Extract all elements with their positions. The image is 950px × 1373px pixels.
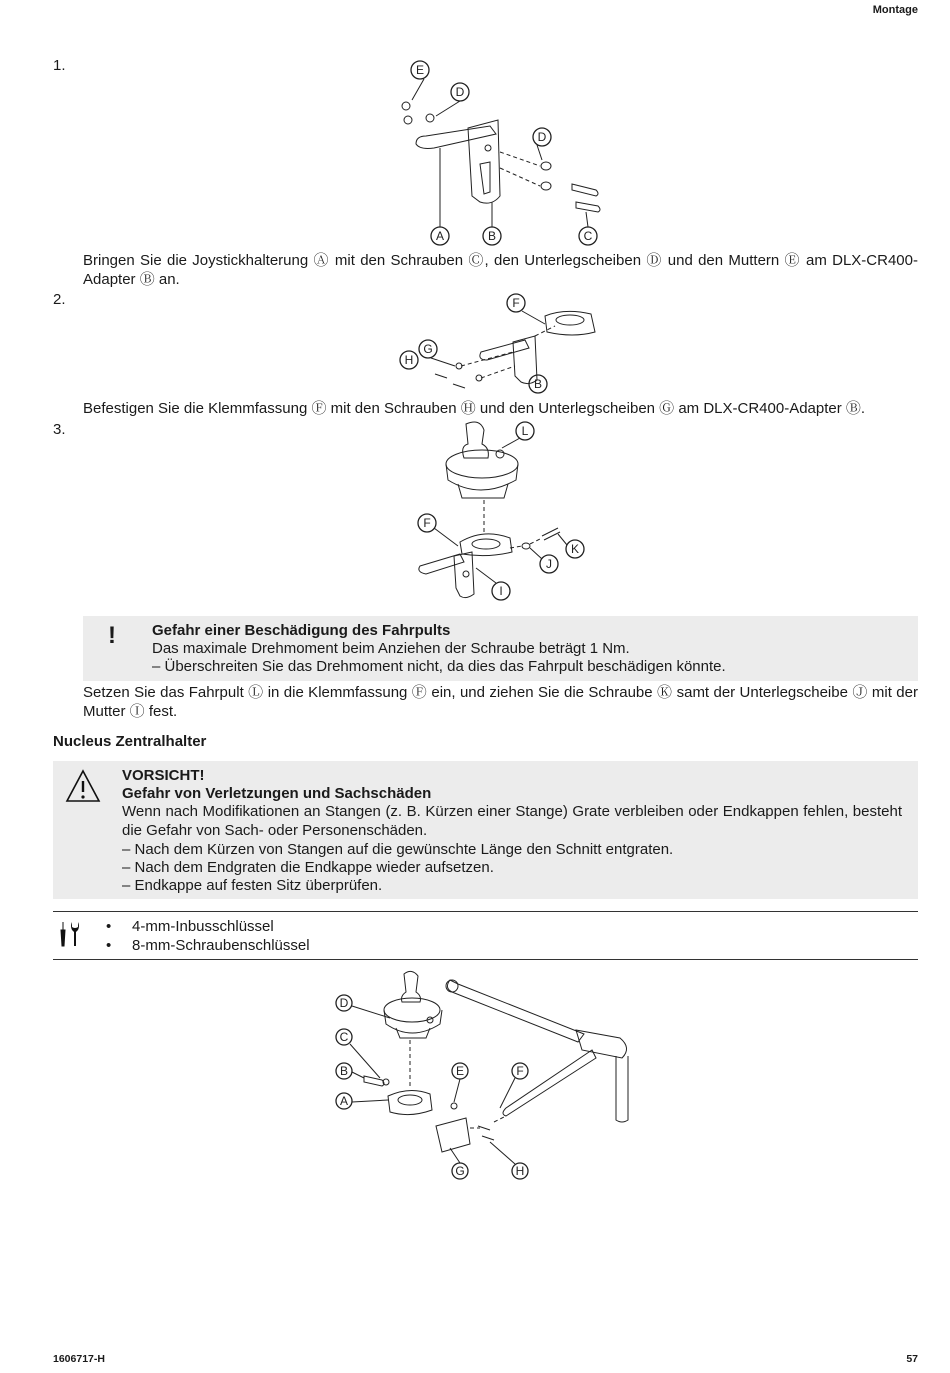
step-1-instruction: Bringen Sie die Joystickhalterung Ⓐ mit den Schrauben Ⓒ, den Unterlegscheiben Ⓓ und den Muttern Ⓔ am DLX-CR400-Adapter Ⓑ an. <box>83 252 918 288</box>
tool-item: • 8-mm-Schraubenschlüssel <box>106 937 310 956</box>
label-g <box>419 340 437 358</box>
label-d <box>533 128 551 146</box>
caution-body: Wenn nach Modifikationen an Stangen (z. B. Kürzen einer Stange) Grate verbleiben oder Endkappen fehlen, besteht die Gefahr von Sach- oder Personenschäden. <box>122 803 902 839</box>
svg-text:E: E <box>415 63 425 77</box>
label-a <box>336 1093 352 1109</box>
svg-text:F: F <box>512 296 520 310</box>
figure-nucleus-central-holder <box>330 968 640 1183</box>
label-h <box>512 1163 528 1179</box>
tools-box <box>53 911 918 960</box>
svg-text:A: A <box>435 229 445 243</box>
step-number: 3. <box>53 421 66 438</box>
label-f <box>418 514 436 532</box>
svg-text:C: C <box>583 229 593 243</box>
label-b <box>529 375 547 393</box>
step-number: 1. <box>53 57 66 74</box>
label-e <box>452 1063 468 1079</box>
caution-signal-word: VORSICHT! <box>122 767 205 784</box>
svg-text:L: L <box>521 424 529 438</box>
label-f <box>512 1063 528 1079</box>
svg-text:A: A <box>339 1094 349 1108</box>
caution-item: – Endkappe auf festen Sitz überprüfen. <box>122 877 383 894</box>
svg-text:C: C <box>339 1030 349 1044</box>
document-number: 1606717-H <box>53 1353 105 1365</box>
figure-joystick-bracket-assembly <box>380 56 620 246</box>
label-c <box>579 227 597 245</box>
label-j <box>540 555 558 573</box>
label-h <box>400 351 418 369</box>
exclamation-icon: ! <box>108 622 116 649</box>
svg-text:G: G <box>423 342 433 356</box>
svg-text:B: B <box>487 229 497 243</box>
label-k <box>566 540 584 558</box>
section-heading: Nucleus Zentralhalter <box>53 733 207 750</box>
caution-title: Gefahr von Verletzungen und Sachschäden <box>122 785 432 802</box>
svg-text:B: B <box>533 377 543 391</box>
svg-text:F: F <box>516 1064 524 1078</box>
label-c <box>336 1029 352 1045</box>
label-b <box>336 1063 352 1079</box>
label-e <box>411 61 429 79</box>
figure-clamp-mount-assembly <box>395 292 615 397</box>
tool-item: • 4-mm-Inbusschlüssel <box>106 918 310 937</box>
tools-icon <box>59 920 81 948</box>
svg-text:E: E <box>455 1064 465 1078</box>
svg-text:I: I <box>499 584 503 598</box>
label-a <box>431 227 449 245</box>
label-d <box>451 83 469 101</box>
label-d <box>336 995 352 1011</box>
svg-text:B: B <box>339 1064 349 1078</box>
notice-text: Das maximale Drehmoment beim Anziehen der Schraube beträgt 1 Nm. <box>152 640 630 657</box>
label-b <box>483 227 501 245</box>
svg-text:H: H <box>515 1164 525 1178</box>
caution-item: – Nach dem Endgraten die Endkappe wieder aufsetzen. <box>122 859 494 876</box>
warning-triangle-icon <box>65 769 101 803</box>
svg-text:G: G <box>455 1164 465 1178</box>
page-number: 57 <box>906 1353 918 1365</box>
svg-text:D: D <box>455 85 465 99</box>
label-l <box>516 422 534 440</box>
figure-joystick-module-mounting <box>410 418 610 604</box>
svg-text:H: H <box>404 353 414 367</box>
notice-text: – Überschreiten Sie das Drehmoment nicht, da dies das Fahrpult beschädigen könnte. <box>152 658 726 675</box>
svg-text:F: F <box>423 516 431 530</box>
label-i <box>492 582 510 600</box>
notice-box <box>83 616 918 681</box>
svg-text:J: J <box>546 557 552 571</box>
label-f <box>507 294 525 312</box>
step-2-instruction: Befestigen Sie die Klemmfassung Ⓕ mit den Schrauben Ⓗ und den Unterlegscheiben Ⓖ am DLX-CR400-Adapter Ⓑ. <box>83 400 866 417</box>
caution-box <box>53 761 918 899</box>
svg-text:K: K <box>570 542 580 556</box>
step-number: 2. <box>53 291 66 308</box>
running-header: Montage <box>872 4 918 16</box>
step-3-instruction: Setzen Sie das Fahrpult Ⓛ in die Klemmfassung Ⓕ ein, und ziehen Sie die Schraube Ⓚ samt der Unterlegscheibe Ⓙ mit der Mutter Ⓘ fest. <box>83 684 918 720</box>
svg-text:D: D <box>537 130 547 144</box>
caution-item: – Nach dem Kürzen von Stangen auf die gewünschte Länge den Schnitt entgraten. <box>122 841 674 858</box>
svg-text:D: D <box>339 996 349 1010</box>
label-g <box>452 1163 468 1179</box>
notice-title: Gefahr einer Beschädigung des Fahrpults <box>152 622 451 639</box>
